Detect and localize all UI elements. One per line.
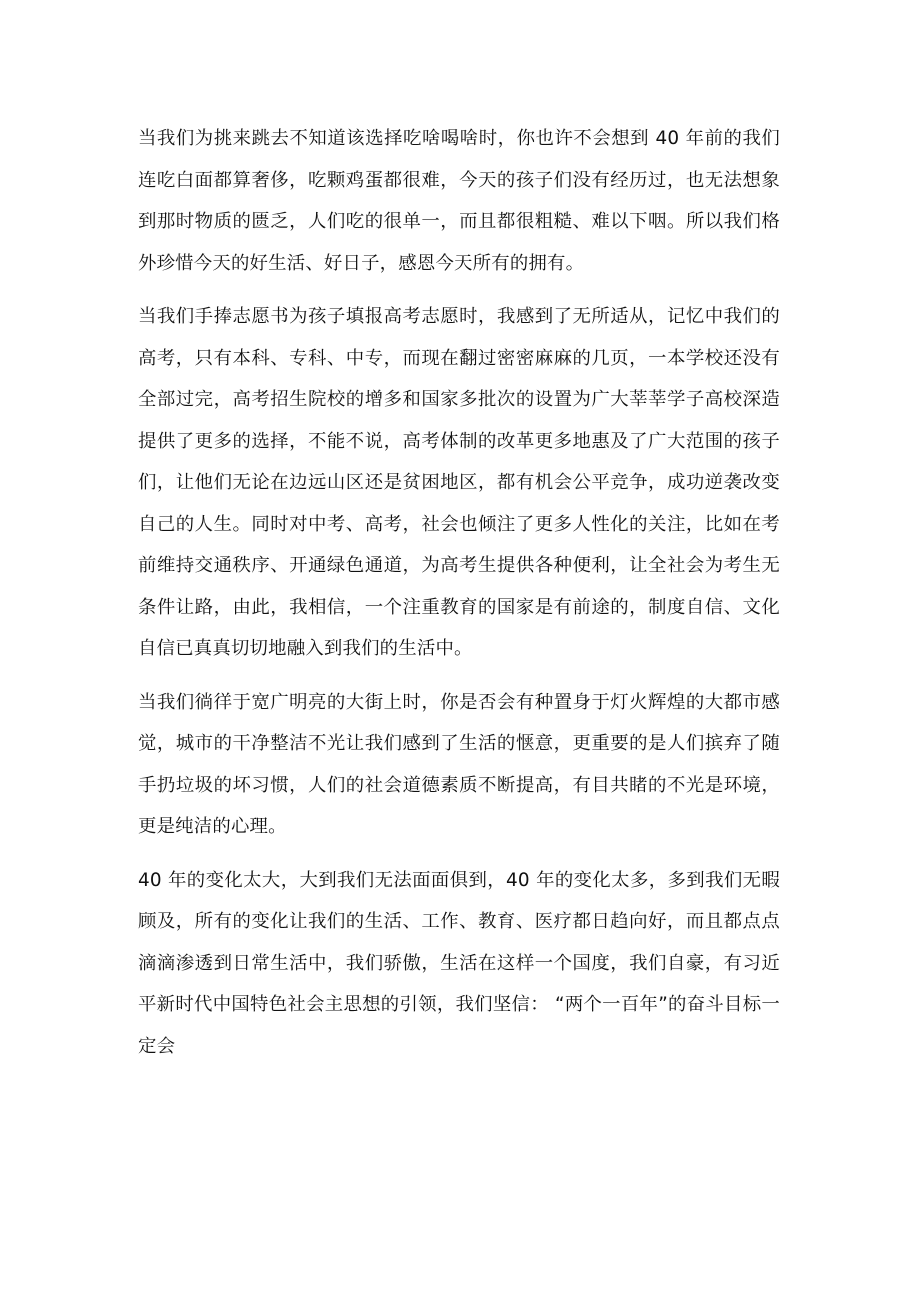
paragraph-4: 40 年的变化太大，大到我们无法面面俱到，40 年的变化太多，多到我们无暇顾及，所有的变化让我们的生活、工作、教育、医疗都日趋向好，而且都点点滴滴渗透到日常生活中，我们骄傲，生活在这样一个国度，我们自豪，有习近平新时代中国特色社会主思想的引领，我们坚信： “两个一百年”的奋斗目标一定会 [138, 869, 780, 1057]
document-body [138, 118, 780, 1079]
paragraph-2: 当我们手捧志愿书为孩子填报高考志愿时，我感到了无所适从，记忆中我们的高考，只有本科、专科、中专，而现在翻过密密麻麻的几页，一本学校还没有全部过完，高考招生院校的增多和国家多批次的设置为广大莘莘学子高校深造提供了更多的选择，不能不说，高考体制的改革更多地惠及了广大范围的孩子们，让他们无论在边远山区还是贫困地区，都有机会公平竞争，成功逆袭改变自己的人生。同时对中考、高考，社会也倾注了更多人性化的关注，比如在考前维持交通秩序、开通绿色通道，为高考生提供各种便利，让全社会为考生无条件让路，由此，我相信，一个注重教育的国家是有前途的，制度自信、文化自信已真真切切地融入到我们的生活中。 [138, 306, 780, 659]
paragraph-1: 当我们为挑来跳去不知道该选择吃啥喝啥时，你也许不会想到 40 年前的我们连吃白面都算奢侈，吃颗鸡蛋都很难，今天的孩子们没有经历过，也无法想象到那时物质的匮乏，人们吃的很单一，而且都很粗糙、难以下咽。所以我们格外珍惜今天的好生活、好日子，感恩今天所有的拥有。 [138, 128, 780, 274]
paragraph-3: 当我们徜徉于宽广明亮的大街上时，你是否会有种置身于灯火辉煌的大都市感觉，城市的干净整洁不光让我们感到了生活的惬意，更重要的是人们摈弃了随手扔垃圾的坏习惯，人们的社会道德素质不断提高，有目共睹的不光是环境，更是纯洁的心理。 [138, 691, 780, 837]
